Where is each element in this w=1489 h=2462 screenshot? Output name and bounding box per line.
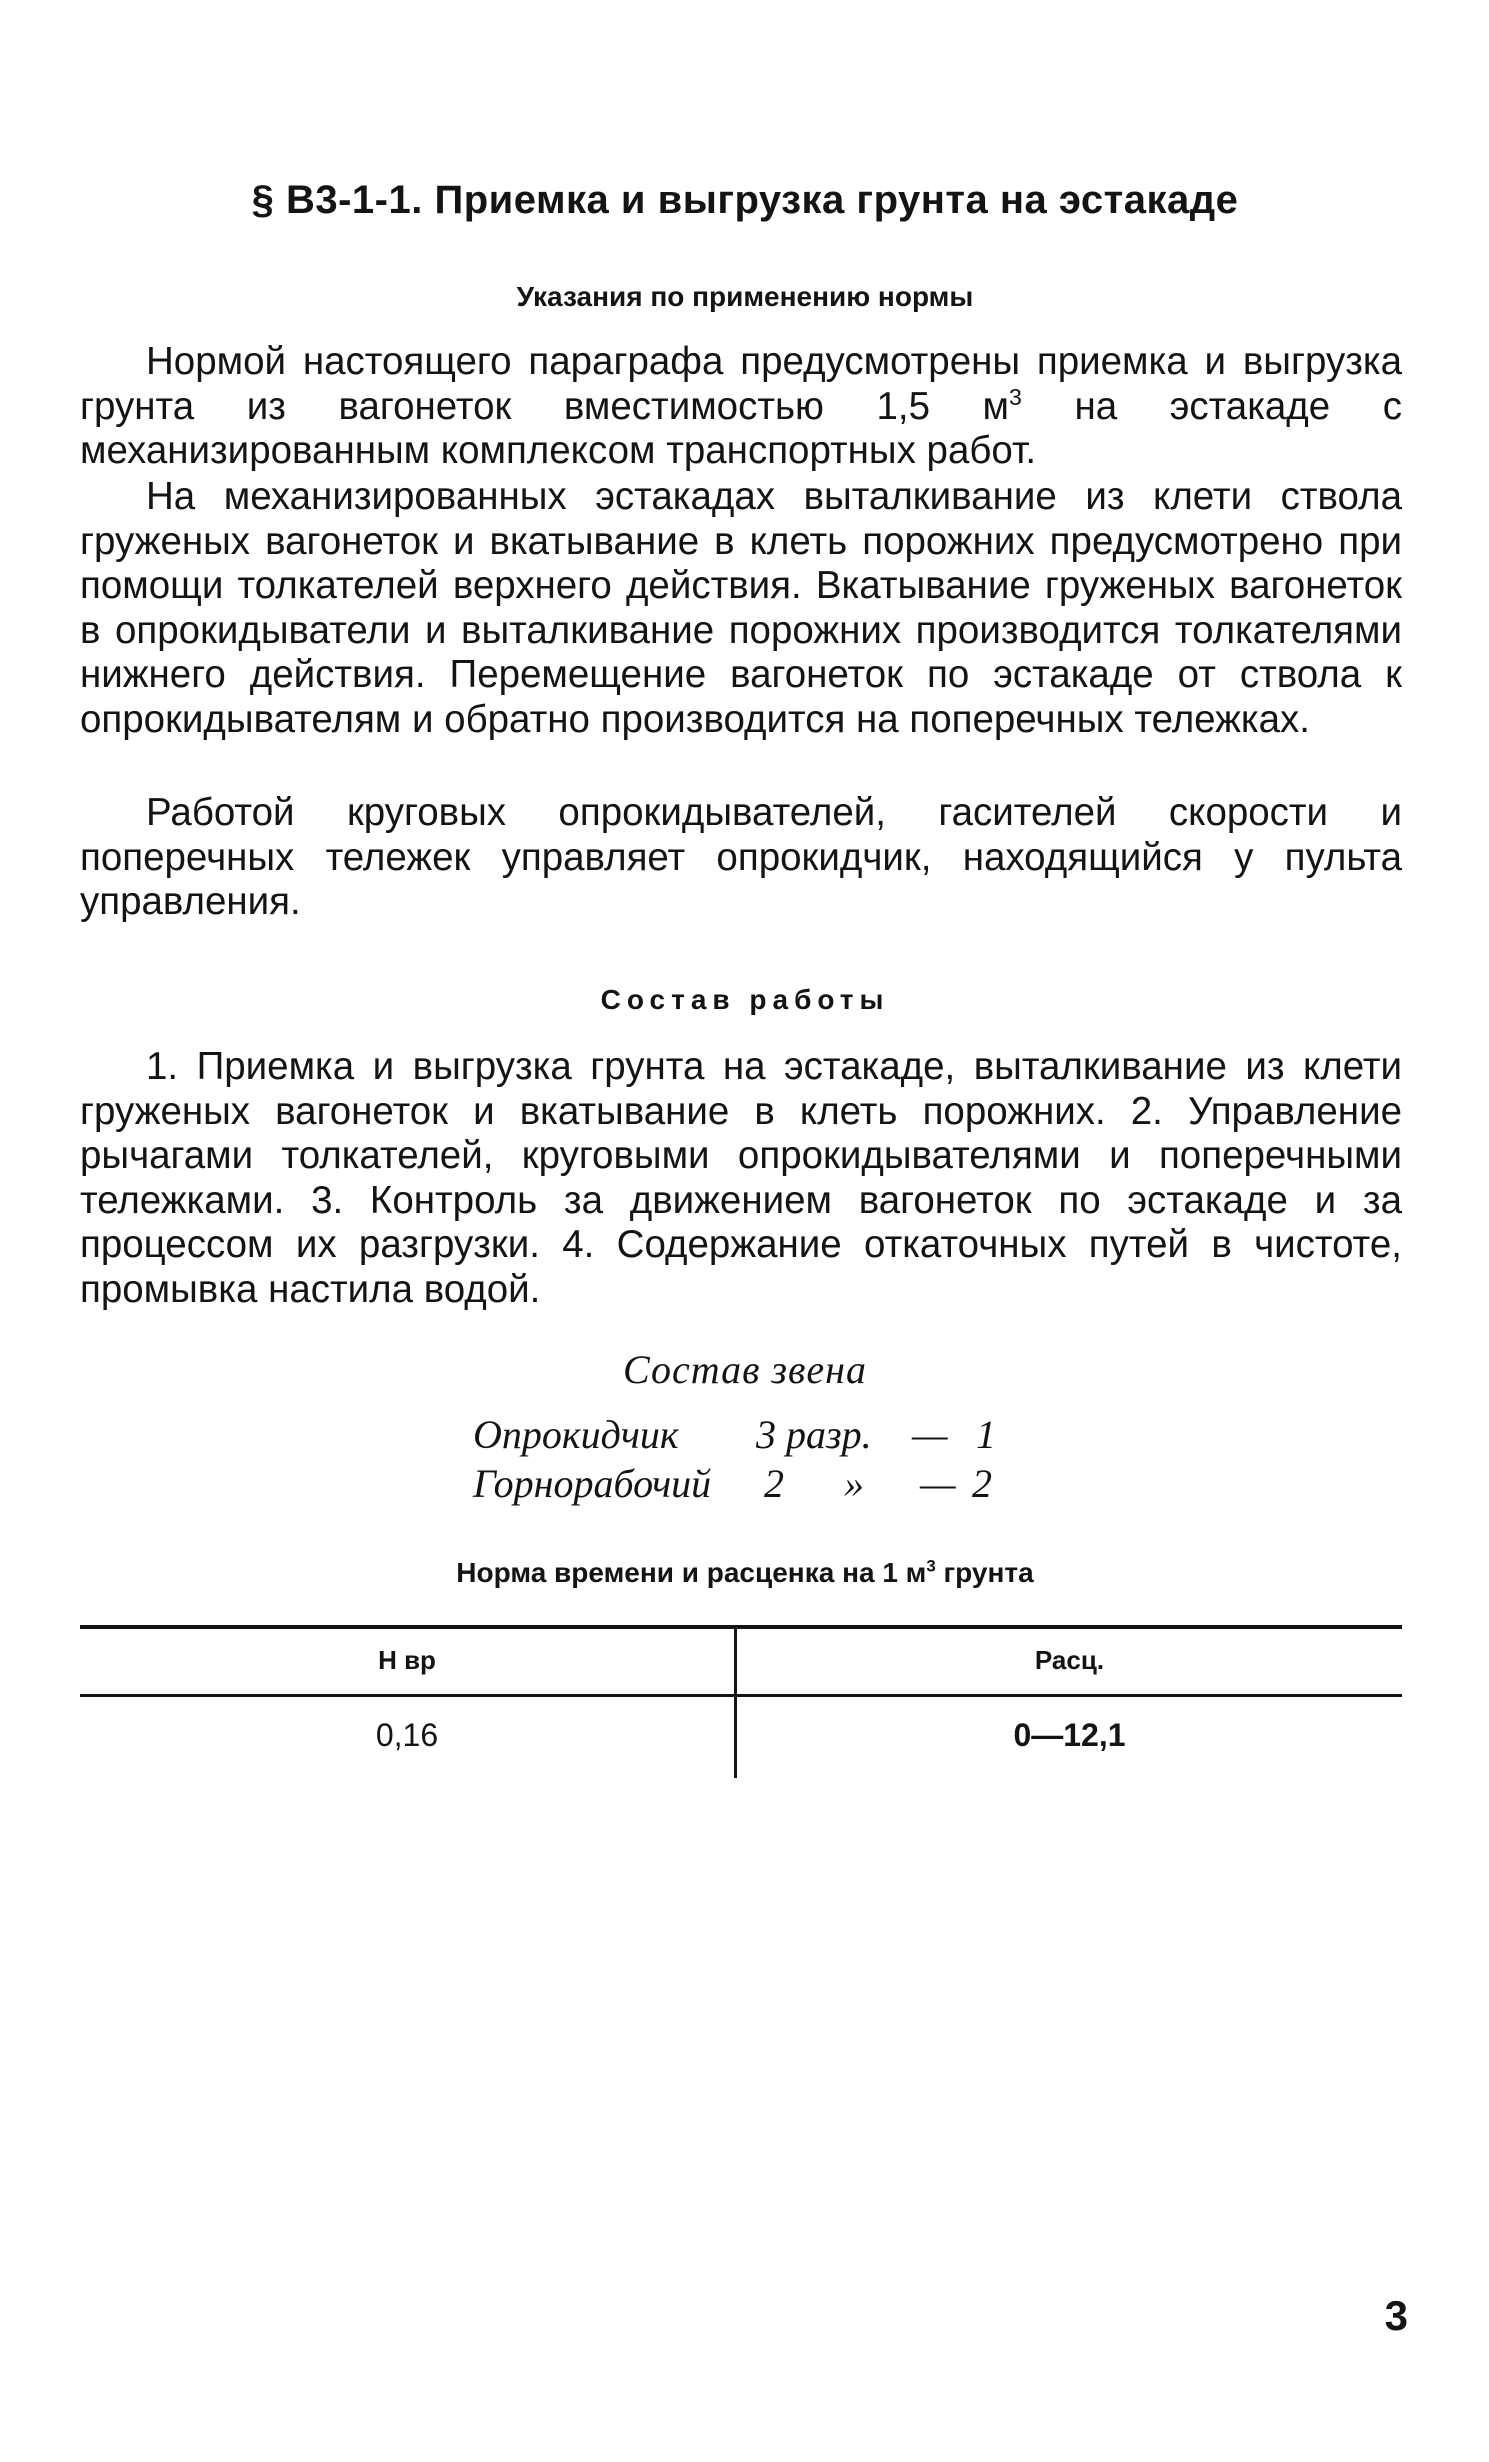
table-top-rule xyxy=(80,1625,1402,1629)
crew-dash: — xyxy=(920,1461,956,1506)
crew-grade: 3 разр. xyxy=(756,1412,872,1457)
crew-role: Опрокидчик xyxy=(473,1412,679,1457)
table-cell-time-norm: 0,16 xyxy=(375,1717,439,1753)
paragraph-3 xyxy=(80,791,1402,925)
crew-heading: Состав звена xyxy=(622,1347,867,1392)
crew-count: 1 xyxy=(976,1412,996,1457)
cubic-superscript: 3 xyxy=(1009,383,1022,410)
table-header-rule xyxy=(80,1694,1402,1697)
table-header-rate: Расц. xyxy=(1034,1645,1105,1675)
norm-caption-text: Норма времени и расценка на 1 м xyxy=(456,1557,927,1588)
crew-member-row xyxy=(0,1411,1489,1459)
paragraph-2 xyxy=(80,475,1402,742)
cubic-superscript: 3 xyxy=(926,1556,936,1576)
page-number: 3 xyxy=(1384,2292,1408,2339)
paragraph-1 xyxy=(80,340,1402,474)
guidance-heading: Указания по применению нормы xyxy=(516,281,974,312)
crew-ditto-mark: » xyxy=(844,1461,864,1506)
paragraph-3-text: Работой круговых опрокидывателей, гасителей скорости и поперечных тележек управляет опрокидчик, находящийся у пульта управления. xyxy=(80,791,1402,923)
work-heading: Состав работы xyxy=(600,984,890,1015)
work-composition xyxy=(80,1045,1402,1312)
norm-table xyxy=(80,1625,1402,1778)
norm-caption xyxy=(80,1556,1410,1590)
crew-role: Горнорабочий xyxy=(473,1461,712,1506)
work-composition-text: 1. Приемка и выгрузка грунта на эстакаде, выталкивание из клети груженых вагонеток и вкатывание в клеть порожних. 2. Управление рычагами толкателей, круговыми опрокидывателями и поперечными тележками. 3. Контроль за движением вагонеток по эстакаде и за процессом их разгрузки. 4. Содержание откаточных путей в чистоте, промывка настила водой. xyxy=(80,1045,1402,1311)
crew-dash: — xyxy=(912,1412,948,1457)
section-title: § В3-1-1. Приемка и выгрузка грунта на эстакаде xyxy=(251,178,1239,222)
paragraph-1-text-end: на эстакаде с механизированным комплексом транспортных работ. xyxy=(80,384,1402,472)
crew-count: 2 xyxy=(972,1461,992,1506)
paragraph-2-text: На механизированных эстакадах выталкивание из клети ствола груженых вагонеток и вкатывание в клеть порожних предусмотрено при помощи толкателей верхнего действия. Вкатывание груженых вагонеток в опрокидыватели и выталкивание порожних производится толкателями нижнего действия. Перемещение вагонеток по эстакаде от ствола к опрокидывателям и обратно производится на поперечных тележках. xyxy=(80,475,1402,741)
table-cell-rate: 0—12,1 xyxy=(1013,1717,1126,1753)
crew-member-row xyxy=(0,1460,1489,1508)
paragraph-1-text: Нормой настоящего параграфа предусмотрены приемка и выгрузка грунта из вагонеток вместимостью 1,5 м xyxy=(80,340,1402,428)
norm-caption-text-end: грунта xyxy=(935,1557,1034,1588)
crew-grade: 2 xyxy=(764,1461,784,1506)
table-header-time-norm: Н вр xyxy=(378,1645,436,1675)
